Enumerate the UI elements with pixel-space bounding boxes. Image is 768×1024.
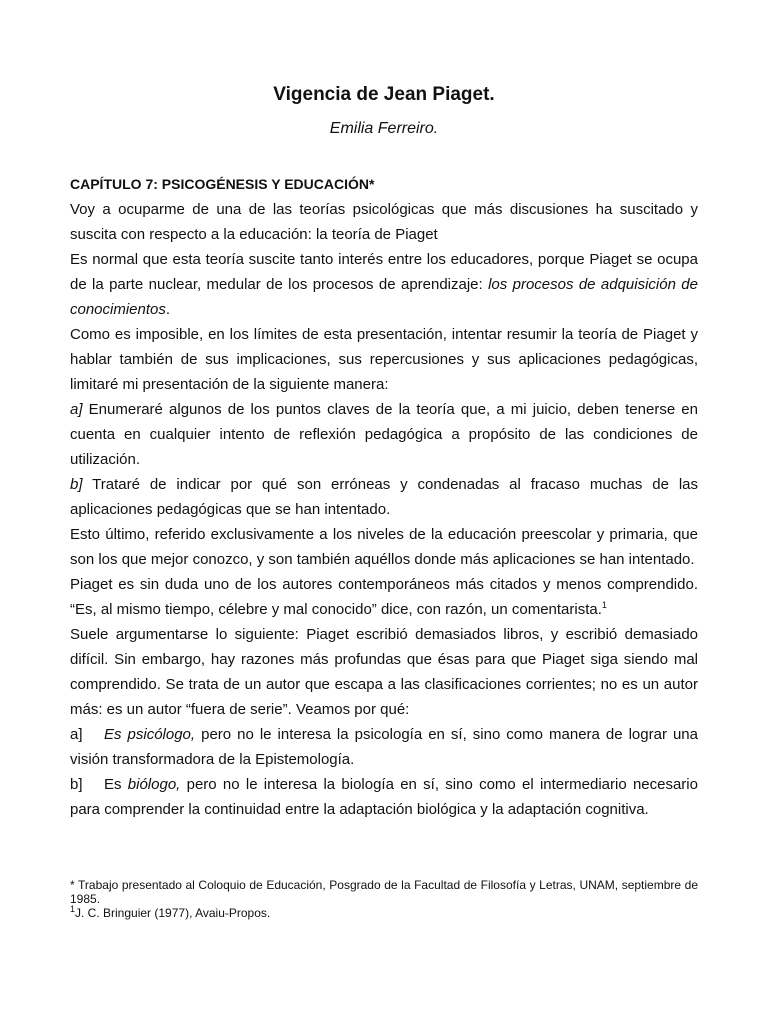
list1-item-b	[70, 472, 698, 522]
chapter-heading: CAPÍTULO 7: PSICOGÉNESIS Y EDUCACIÓN*	[70, 176, 375, 192]
paragraph-2-end: .	[165, 301, 171, 318]
list1-item-a	[70, 397, 698, 472]
paragraph-2	[70, 247, 698, 322]
paragraph-6: Suele argumentarse lo siguiente: Piaget escribió demasiados libros, y escribió demasiado difícil. Sin embargo, hay razones más profundas que ésas para que Piaget siga siendo mal comprendido. Se trata de un autor que escapa a las clasificaciones corrientes; no es un autor más: es un autor “fuera de serie”. Veamos por qué:	[70, 626, 698, 718]
list1-item-a-label: a]	[70, 401, 83, 418]
list2-item-a-text: pero no le interesa la psicología en sí, sino como manera de lograr una visión transformadora de la Epistemología.	[70, 726, 698, 768]
paragraph-1: Voy a ocuparme de una de las teorías psicológicas que más discusiones ha suscitado y suscita con respecto a la educación: la teoría de Piaget	[70, 201, 698, 243]
list2-item-b-italic: biólogo,	[127, 776, 181, 793]
footnote-ref-1: 1	[601, 600, 607, 610]
list1-item-b-text: Trataré de indicar por qué son erróneas y condenadas al fracaso muchas de las aplicaciones pedagógicas que se han intentado.	[70, 476, 698, 518]
list2-item-b-text: pero no le interesa la biología en sí, sino como el intermediario necesario para comprender la continuidad entre la adaptación biológica y la adaptación cognitiva.	[70, 776, 698, 818]
paragraph-2-start: Es normal que esta teoría suscite tanto interés entre los educadores, porque Piaget se ocupa de la parte nuclear, medular de los procesos de aprendizaje:	[70, 251, 698, 293]
list2-item-a-label: a]	[70, 726, 83, 743]
list2-item-b-label: b]	[70, 776, 83, 793]
footnote-1: * Trabajo presentado al Coloquio de Educación, Posgrado de la Facultad de Filosofía y Letras, UNAM, septiembre de 1985.	[70, 878, 698, 906]
list2-item-a	[70, 722, 698, 772]
list2-item-b	[70, 772, 698, 822]
paragraph-2-italic: los procesos de adquisición de conocimientos	[70, 276, 698, 318]
footnotes	[70, 878, 698, 920]
list2-item-b-pre: Es	[104, 776, 128, 793]
footnote-2	[70, 906, 698, 920]
document-author: Emilia Ferreiro.	[329, 120, 439, 137]
paragraph-3: Como es imposible, en los límites de esta presentación, intentar resumir la teoría de Piaget y hablar también de sus implicaciones, sus repercusiones y sus aplicaciones pedagógicas, limitaré mi presentación de la siguiente manera:	[70, 326, 698, 393]
document-body	[70, 172, 698, 822]
footnote-2-marker: 1	[70, 904, 76, 914]
paragraph-5-text: Piaget es sin duda uno de los autores contemporáneos más citados y menos comprendido. “Es, al mismo tiempo, célebre y mal conocido” dice, con razón, un comentarista.	[70, 576, 698, 618]
document-title: Vigencia de Jean Piaget.	[273, 84, 495, 105]
list1-item-a-text: Enumeraré algunos de los puntos claves de la teoría que, a mi juicio, deben tenerse en cuenta en cualquier intento de reflexión pedagógica a propósito de las condiciones de utilización.	[70, 401, 698, 468]
paragraph-5	[70, 572, 698, 622]
footnote-2-text: J. C. Bringuier (1977), Avaiu-Propos.	[75, 906, 271, 920]
paragraph-4: Esto último, referido exclusivamente a los niveles de la educación preescolar y primaria, que son los que mejor conozco, y son también aquéllos donde más aplicaciones se han intentado.	[70, 526, 698, 568]
list2-item-a-italic: Es psicólogo,	[104, 726, 196, 743]
list1-item-b-label: b]	[70, 476, 83, 493]
